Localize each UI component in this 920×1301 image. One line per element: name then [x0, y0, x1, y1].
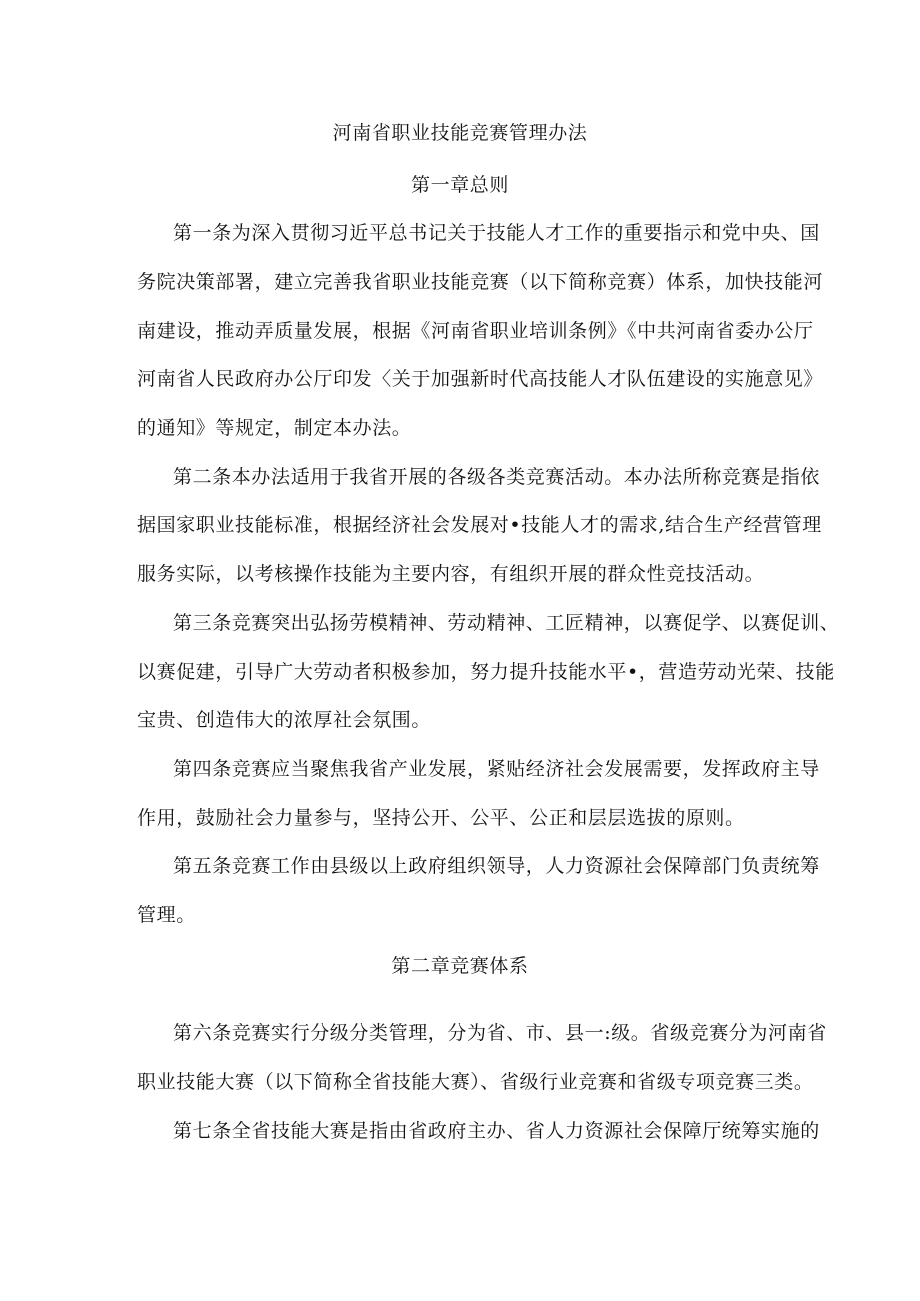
paragraph-line: 的通知》等规定，制定本办法。	[137, 417, 412, 439]
chapter-heading: 第二章竞赛体系	[391, 955, 529, 977]
paragraph-line: 南建设，推动弄质量发展，根据《河南省职业培训条例》《中共河南省委办公厅	[137, 320, 814, 342]
paragraph-line: 第一条为深入贯彻习近平总书记关于技能人才工作的重要指示和党中央、国	[173, 222, 820, 244]
document-title: 河南省职业技能竞赛管理办法	[332, 122, 588, 144]
paragraph-line: 据国家职业技能标准，根据经济社会发展对•技能人才的需求,结合生产经营管理	[137, 514, 822, 536]
paragraph-line: 宝贵、创造伟大的浓厚社会氛围。	[137, 709, 432, 731]
paragraph-line: 务院决策部署，建立完善我省职业技能竞赛（以下简称竞赛）体系，加快技能河	[137, 271, 824, 293]
paragraph-line: 职业技能大赛（以下简称全省技能大赛）、省级行业竞赛和省级专项竞赛三类。	[137, 1071, 814, 1093]
paragraph-line: 河南省人民政府办公厅印发〈关于加强新时代高技能人才队伍建设的实施意见》	[137, 368, 824, 390]
paragraph-line: 管理。	[137, 904, 196, 926]
paragraph-line: 第六条竞赛实行分级分类管理，分为省、市、县一:级。省级竞赛分为河南省	[173, 1022, 827, 1044]
paragraph-line: 第三条竞赛突出弘扬劳模精神、劳动精神、工匠精神，以赛促学、以赛促训、	[173, 612, 840, 634]
chapter-heading: 第一章总则	[410, 174, 509, 196]
paragraph-line: 以赛促建，引导广大劳动者积极参加，努力提升技能水平•，营造劳动光荣、技能	[137, 661, 835, 683]
paragraph-line: 作用，鼓励社会力量参与，坚持公开、公平、公正和层层选拔的原则。	[137, 807, 745, 829]
paragraph-line: 第四条竞赛应当聚焦我省产业发展，紧贴经济社会发展需要，发挥政府主导	[173, 758, 820, 780]
paragraph-line: 服务实际，以考核操作技能为主要内容，有组织开展的群众性竞技活动。	[137, 563, 765, 585]
paragraph-line: 第二条本办法适用于我省开展的各级各类竞赛活动。本办法所称竞赛是指依	[173, 466, 820, 488]
paragraph-line: 第七条全省技能大赛是指由省政府主办、省人力资源社会保障厅统筹实施的	[173, 1120, 820, 1142]
paragraph-line: 第五条竞赛工作由县级以上政府组织领导，人力资源社会保障部门负责统筹	[173, 855, 820, 877]
